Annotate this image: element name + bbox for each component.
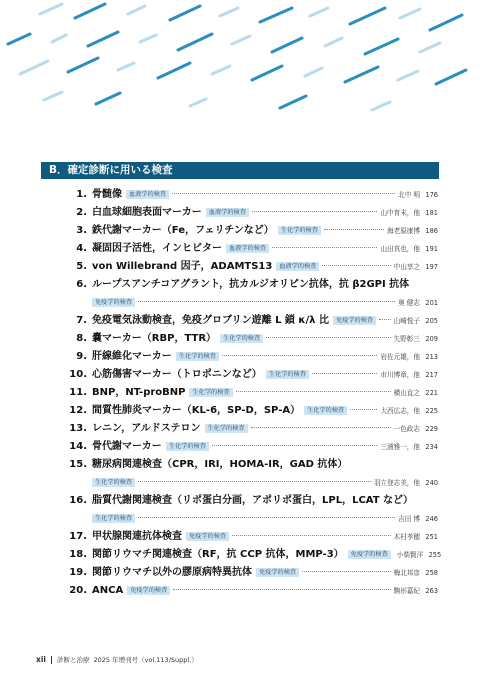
entry-page: 234 [425, 443, 438, 451]
entry-author: 山中育未，他 [380, 209, 420, 217]
entry-author: 大西広志，他 [380, 407, 420, 415]
entry-number: 20. [69, 585, 87, 596]
exam-category-tag: 生化学的検査 [278, 226, 321, 235]
entry-page: 225 [425, 407, 438, 415]
entry-number: 10. [69, 369, 87, 380]
entry-number: 16. [69, 495, 87, 506]
entry-page: 191 [425, 245, 438, 253]
entry-author: 一色政志 [393, 425, 420, 433]
exam-category-tag: 免疫学的検査 [333, 316, 376, 325]
entry-author: 梅北邦彦 [393, 569, 420, 577]
entry-title: 嚢マーカー（RBP，TTR） [92, 333, 217, 344]
exam-category-tag: 生化学的検査 [304, 406, 347, 415]
toc-entry[interactable] [66, 204, 438, 222]
entry-author: 木村孝穂 [393, 533, 420, 541]
leader-dots [138, 301, 395, 302]
entry-page: 197 [425, 263, 438, 271]
entry-title: 鉄代謝マーカー（Fe，フェリチンなど） [92, 225, 274, 236]
entry-number: 17. [69, 531, 87, 542]
leader-dots [324, 229, 384, 230]
entry-number: 13. [69, 423, 87, 434]
entry-number: 5. [76, 261, 87, 272]
footer-page-number: xii [36, 655, 46, 664]
entry-title: 関節リウマチ以外の膠原病特異抗体 [92, 567, 252, 578]
entry-author: 三浦雅一，他 [380, 443, 420, 451]
entry-page: 176 [425, 191, 438, 199]
entry-page: 201 [425, 299, 438, 307]
entry-title: レニン，アルドステロン [92, 423, 201, 434]
exam-category-tag: 免疫学的検査 [127, 586, 170, 595]
entry-number: 2. [76, 207, 87, 218]
entry-page: 240 [425, 479, 438, 487]
toc-entry[interactable] [66, 348, 438, 366]
leader-dots [252, 211, 378, 212]
leader-dots [251, 427, 391, 428]
entry-page: 209 [425, 335, 438, 343]
leader-dots [379, 319, 391, 320]
entry-author: 山崎悦子 [393, 317, 420, 325]
entry-number: 14. [69, 441, 87, 452]
entry-title: 関節リウマチ関連検査（RF，抗 CCP 抗体，MMP-3） [92, 549, 344, 560]
toc-entry[interactable] [66, 438, 438, 456]
toc-entry[interactable] [66, 366, 438, 384]
toc-entry[interactable] [66, 240, 438, 258]
entry-number: 11. [69, 387, 87, 398]
entry-page: 255 [428, 551, 442, 559]
exam-category-tag: 生化学的検査 [266, 370, 309, 379]
entry-title: 脂質代謝関連検査（リポ蛋白分画，アポリポ蛋白，LPL，LCAT など） [92, 495, 414, 506]
entry-title: 甲状腺関連抗体検査 [92, 531, 182, 542]
entry-number: 1. [76, 189, 87, 200]
exam-category-tag: 生化学的検査 [220, 334, 263, 343]
entry-title: ループスアンチコアグラント，抗カルジオリピン抗体，抗 β2GPI 抗体 [92, 279, 410, 290]
entry-page: 217 [425, 371, 438, 379]
toc-entry[interactable] [66, 420, 438, 438]
entry-page: 229 [425, 425, 438, 433]
leader-dots [222, 355, 378, 356]
entry-number: 4. [76, 243, 87, 254]
toc-entry[interactable] [66, 528, 438, 546]
entry-author: 海老原康博 [387, 227, 420, 235]
leader-dots [232, 535, 391, 536]
entry-number: 18. [69, 549, 87, 560]
leader-dots [312, 373, 378, 374]
entry-author: 横山直之 [393, 389, 420, 397]
entry-page: 181 [425, 209, 438, 217]
exam-category-tag: 生化学的検査 [166, 442, 209, 451]
exam-category-tag: 血液学的検査 [126, 190, 169, 199]
exam-category-tag: 免疫学的検査 [92, 298, 135, 307]
entry-author: 山田真也，他 [380, 245, 420, 253]
entry-author: 吉田 博 [398, 515, 420, 523]
toc-entry[interactable] [66, 402, 438, 420]
entry-page: 213 [425, 353, 438, 361]
entry-author: 中山享之 [393, 263, 420, 271]
leader-dots [266, 337, 390, 338]
toc-entry[interactable] [66, 546, 442, 564]
entry-author: 奥 健志 [398, 299, 420, 307]
entry-title: 肝線維化マーカー [92, 351, 172, 362]
toc-entry[interactable] [66, 456, 438, 492]
toc-entry[interactable] [66, 276, 438, 312]
entry-title: ANCA [92, 585, 124, 596]
entry-number: 3. [76, 225, 87, 236]
entry-title: BNP，NT-proBNP [92, 387, 186, 398]
entry-title: 白血球細胞表面マーカー [92, 207, 202, 218]
entry-title: 心筋傷害マーカー（トロポニンなど） [92, 369, 262, 380]
leader-dots [212, 445, 378, 446]
entry-page: 251 [425, 533, 438, 541]
table-of-contents [66, 186, 442, 600]
toc-entry[interactable] [66, 222, 438, 240]
entry-number: 19. [69, 567, 87, 578]
leader-dots [173, 589, 390, 590]
exam-category-tag: 生化学的検査 [176, 352, 219, 361]
entry-page: 263 [425, 587, 438, 595]
entry-page: 258 [425, 569, 438, 577]
section-heading: B．確定診断に用いる検査 [41, 162, 439, 179]
leader-dots [138, 517, 395, 518]
leader-dots [350, 409, 377, 410]
entry-author: 羽立登志美，他 [373, 479, 420, 487]
leader-dots [322, 265, 390, 266]
toc-entry[interactable] [66, 384, 438, 402]
entry-page: 246 [425, 515, 438, 523]
footer-journal: 診断と治療 [56, 656, 90, 664]
entry-author: 駒形嘉紀 [393, 587, 420, 595]
leader-dots [172, 193, 395, 194]
exam-category-tag: 免疫学的検査 [256, 568, 299, 577]
exam-category-tag: 免疫学的検査 [186, 532, 229, 541]
exam-category-tag: 生化学的検査 [205, 424, 248, 433]
entry-title: von Willebrand 因子，ADAMTS13 [92, 261, 273, 272]
exam-category-tag: 生化学的検査 [92, 514, 135, 523]
entry-page: 205 [425, 317, 438, 325]
entry-author: 小柴賢洋 [396, 551, 424, 559]
toc-entry[interactable] [66, 312, 438, 330]
toc-entry[interactable] [66, 492, 438, 528]
entry-page: 186 [425, 227, 438, 235]
leader-dots [138, 481, 371, 482]
toc-entry[interactable] [66, 330, 438, 348]
entry-title: 凝固因子活性，インヒビター [92, 243, 222, 254]
entry-title: 骨髄像 [92, 189, 122, 200]
entry-number: 15. [69, 459, 87, 470]
leader-dots [272, 247, 377, 248]
entry-author: 市川博章，他 [380, 371, 420, 379]
exam-category-tag: 血液学的検査 [206, 208, 249, 217]
entry-author: 岩佐元雄，他 [380, 353, 420, 361]
entry-number: 6. [76, 279, 87, 290]
exam-category-tag: 血液学的検査 [276, 262, 319, 271]
leader-dots [236, 391, 391, 392]
entry-number: 7. [76, 315, 87, 326]
entry-page: 221 [425, 389, 438, 397]
entry-author: 矢野彰三 [393, 335, 420, 343]
entry-title: 間質性肺炎マーカー（KL-6，SP-D，SP-A） [92, 405, 301, 416]
toc-entry[interactable] [66, 186, 438, 204]
entry-number: 12. [69, 405, 87, 416]
toc-entry[interactable] [66, 564, 438, 582]
entry-number: 8. [76, 333, 87, 344]
entry-title: 骨代謝マーカー [92, 441, 162, 452]
entry-title: 免疫電気泳動検査，免疫グロブリン遊離 L 鎖 κ/λ 比 [92, 315, 329, 326]
toc-entry[interactable] [66, 582, 438, 600]
entry-number: 9. [76, 351, 87, 362]
exam-category-tag: 生化学的検査 [92, 478, 135, 487]
exam-category-tag: 生化学的検査 [189, 388, 232, 397]
decorative-dash-pattern [0, 0, 480, 120]
toc-entry[interactable] [66, 258, 438, 276]
page-footer [36, 655, 198, 664]
exam-category-tag: 血液学的検査 [226, 244, 269, 253]
footer-issue: 2025 年増刊号（vol.113/Suppl.） [93, 656, 198, 664]
exam-category-tag: 免疫学的検査 [348, 550, 391, 559]
entry-title: 糖尿病関連検査（CPR，IRI，HOMA-IR，GAD 抗体） [92, 459, 348, 470]
entry-author: 北中 明 [398, 191, 420, 199]
leader-dots [302, 571, 391, 572]
footer-divider [51, 656, 52, 664]
